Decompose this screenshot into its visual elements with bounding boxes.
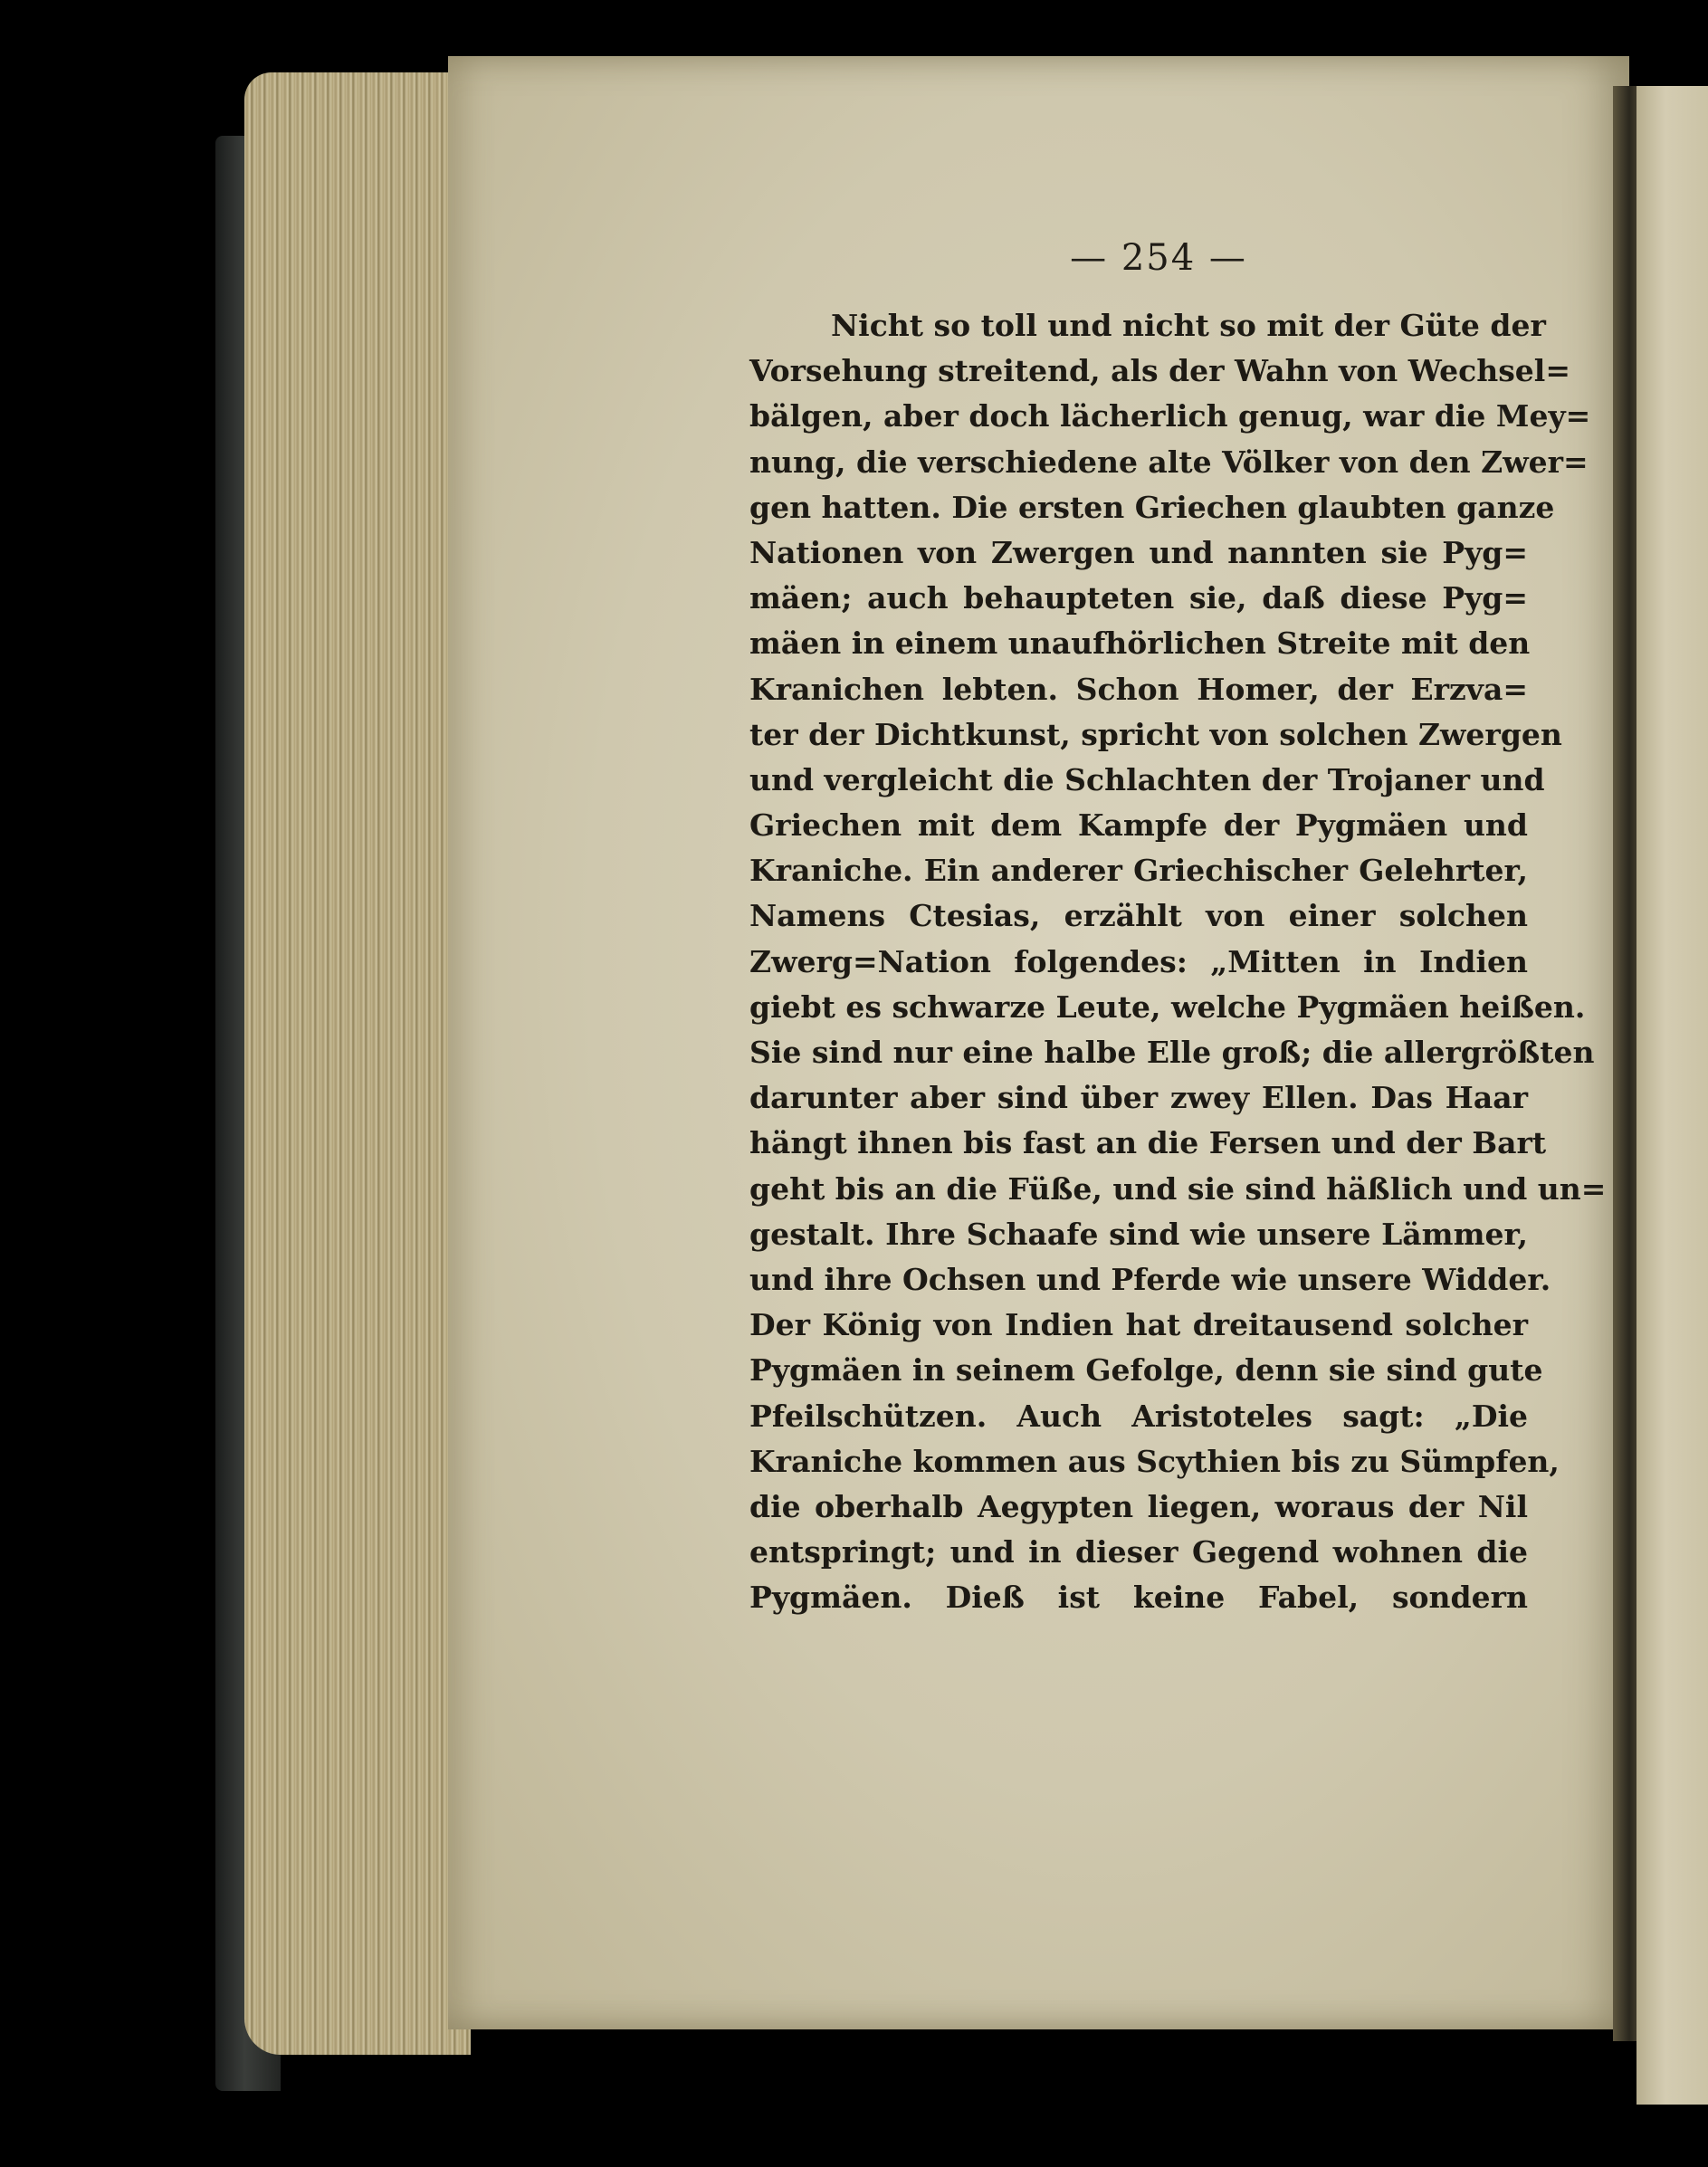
text-line: mäen in einem unaufhörlichen Streite mit den <box>749 625 1531 662</box>
text-line: entspringt; und in dieser Gegend wohnen die <box>749 1534 1528 1570</box>
text-line: geht bis an die Füße, und sie sind häßlich und un= <box>749 1170 1607 1207</box>
text-line: und vergleicht die Schlachten der Trojaner und <box>749 761 1545 797</box>
right-page-edge <box>1636 86 1708 2105</box>
text-line: gestalt. Ihre Schaafe sind wie unsere Lämmer, <box>749 1216 1528 1252</box>
text-line: giebt es schwarze Leute, welche Pygmäen heißen. <box>749 988 1586 1025</box>
text-line: Vorsehung streitend, als der Wahn von Wechsel= <box>749 353 1570 389</box>
text-line: hängt ihnen bis fast an die Fersen und der Bart <box>749 1125 1547 1161</box>
text-line: die oberhalb Aegypten liegen, woraus der Nil <box>749 1488 1528 1524</box>
text-line: ter der Dichtkunst, spricht von solchen Zwergen <box>749 716 1562 752</box>
text-line: nung, die verschiedene alte Völker von den Zwer= <box>749 444 1589 480</box>
text-line: Pygmäen. Dieß ist keine Fabel, sondern <box>749 1580 1528 1616</box>
text-line: Der König von Indien hat dreitausend solcher <box>749 1307 1528 1343</box>
text-line: Zwerg=Nation folgendes: „Mitten in Indien <box>749 943 1528 979</box>
text-line: bälgen, aber doch lächerlich genug, war die Mey= <box>749 398 1591 434</box>
page-number: — 254 — <box>1070 237 1247 279</box>
text-line: Kraniche kommen aus Scythien bis zu Sümpfen, <box>749 1443 1560 1479</box>
text-line: und ihre Ochsen und Pferde wie unsere Widder. <box>749 1261 1551 1297</box>
page-edges <box>244 72 471 2055</box>
text-line: Griechen mit dem Kampfe der Pygmäen und <box>749 807 1528 844</box>
text-line: gen hatten. Die ersten Griechen glaubten ganze <box>749 489 1555 525</box>
text-line: darunter aber sind über zwey Ellen. Das Haar <box>749 1080 1528 1116</box>
text-line: Pygmäen in seinem Gefolge, denn sie sind gute <box>749 1352 1543 1389</box>
text-line: Kraniche. Ein anderer Griechischer Gelehrter, <box>749 853 1528 889</box>
page-text <box>749 303 1607 1620</box>
text-line: Pfeilschützen. Auch Aristoteles sagt: „Die <box>749 1398 1528 1434</box>
text-line: mäen; auch behaupteten sie, daß diese Pyg= <box>749 580 1528 616</box>
text-line: Sie sind nur eine halbe Elle groß; die allergrößten <box>749 1035 1595 1070</box>
text-line: Nicht so toll und nicht so mit der Güte der <box>831 308 1546 343</box>
text-line: Kranichen lebten. Schon Homer, der Erzva= <box>749 671 1528 707</box>
text-line: Namens Ctesias, erzählt von einer solchen <box>749 898 1528 934</box>
text-line: Nationen von Zwergen und nannten sie Pyg= <box>749 534 1528 570</box>
